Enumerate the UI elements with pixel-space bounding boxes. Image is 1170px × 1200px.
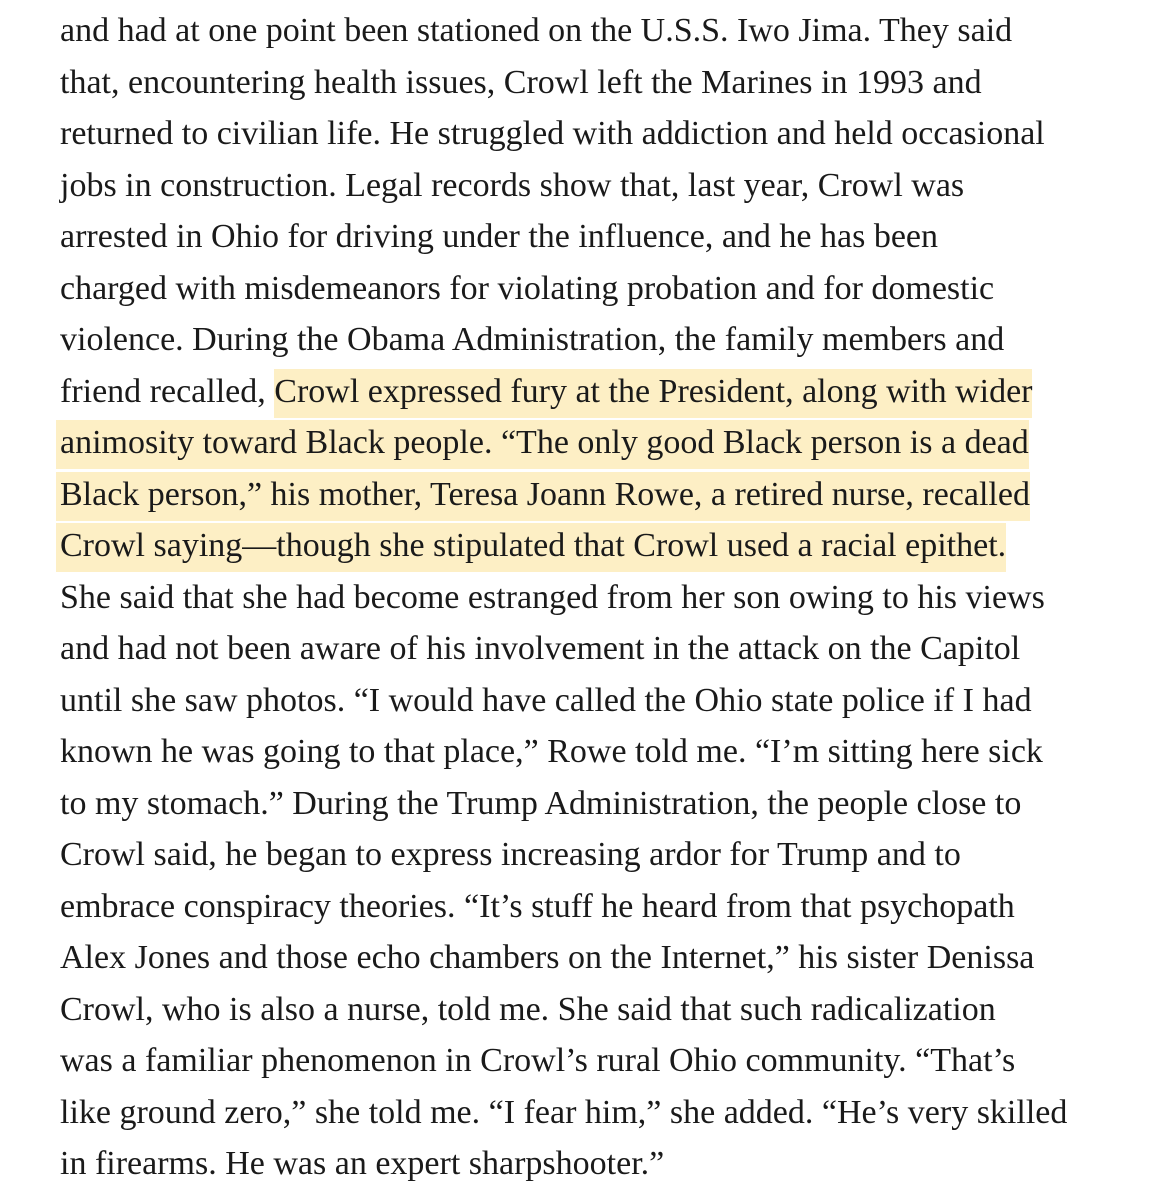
text-line [60,366,1140,418]
text-line [60,57,1140,109]
text-run: Alex Jones and those echo chambers on the Internet,” his sister Denissa [60,939,1035,976]
text-run: Crowl said, he began to express increasing ardor for Trump and to [60,836,961,873]
text-line [60,314,1140,366]
text-run: until she saw photos. “I would have called the Ohio state police if I had [60,681,1032,719]
text-run: like ground zero,” she told me. “I fear him,” she added. “He’s very skilled [60,1093,1068,1131]
text-run: embrace conspiracy theories. “It’s stuff he heard from that psychopath [60,887,1015,925]
text-run: violence. During the Obama Administration, the family members and [60,321,1005,358]
text-line [60,675,1140,727]
text-run: arrested in Ohio for driving under the influence, and he has been [60,218,939,255]
text-line [60,572,1140,624]
text-run: in firearms. He was an expert sharpshooter.” [60,1145,665,1182]
highlighted-text: Crowl expressed fury at the President, along with wider [274,369,1032,418]
text-run: charged with misdemeanors for violating probation and for domestic [60,269,995,307]
text-line [60,829,1140,881]
text-line [60,932,1140,984]
text-line [60,469,1140,521]
text-run: friend recalled, [60,372,275,410]
text-line [60,211,1140,263]
text-run: and had not been aware of his involvement in the attack on the Capitol [60,630,1021,667]
text-line [60,417,1140,469]
text-line [60,623,1140,675]
text-line [60,778,1140,830]
text-line [60,1035,1140,1087]
text-run: Crowl, who is also a nurse, told me. She said that such radicalization [60,990,996,1028]
highlighted-text: animosity toward Black people. “The only good Black person is a dead [56,420,1029,469]
text-line [60,1087,1140,1139]
text-run: that, encountering health issues, Crowl left the Marines in 1993 and [60,63,982,101]
text-line [60,108,1140,160]
text-run: She said that she had become estranged from her son owing to his views [60,578,1045,616]
text-line [60,520,1140,572]
highlighted-text: Black person,” his mother, Teresa Joann Rowe, a retired nurse, recalled [56,472,1030,521]
text-line [60,881,1140,933]
text-line [60,5,1140,57]
text-run: and had at one point been stationed on the U.S.S. Iwo Jima. They said [60,12,1013,49]
text-line [60,1138,1140,1190]
text-line [60,726,1140,778]
text-run: was a familiar phenomenon in Crowl’s rural Ohio community. “That’s [60,1042,1016,1079]
text-run: known he was going to that place,” Rowe told me. “I’m sitting here sick [60,733,1043,770]
text-run: returned to civilian life. He struggled with addiction and held occasional [60,115,1045,152]
article-text [60,5,1140,1190]
text-run: jobs in construction. Legal records show that, last year, Crowl was [60,166,965,204]
highlighted-text: Crowl saying—though she stipulated that Crowl used a racial epithet. [56,523,1006,572]
text-line [60,263,1140,315]
text-run: to my stomach.” During the Trump Administration, the people close to [60,784,1022,822]
text-line [60,984,1140,1036]
text-line [60,160,1140,212]
